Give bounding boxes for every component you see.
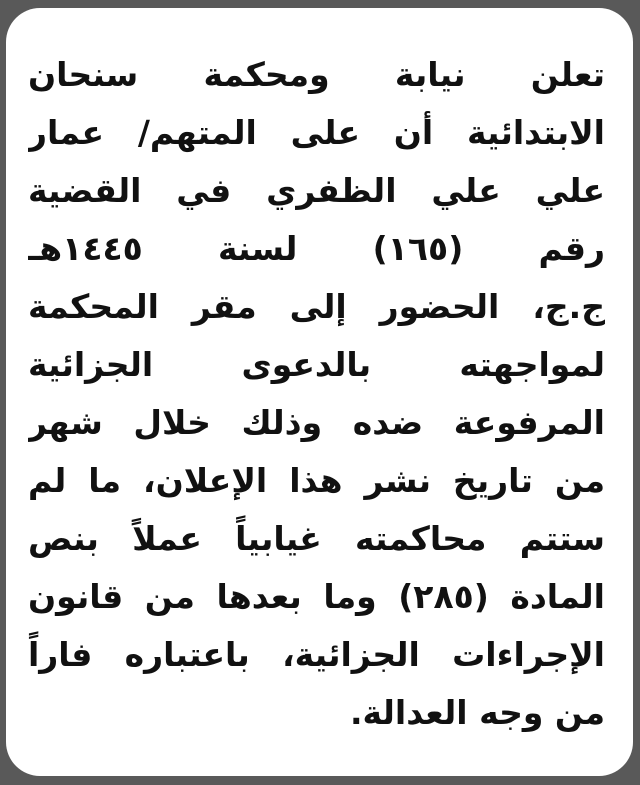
notice-line-5: ج.ج، الحضور إلى مقر المحكمة	[28, 287, 605, 326]
notice-line-4: رقم (١٦٥) لسنة ١٤٤٥هـ	[28, 229, 605, 268]
notice-line-10: المادة (٢٨٥) وما بعدها من قانون	[28, 577, 605, 616]
notice-line-3: علي علي الظفري في القضية	[28, 171, 605, 210]
notice-line-7: المرفوعة ضده وذلك خلال شهر	[28, 403, 605, 442]
notice-line-11: الإجراءات الجزائية، باعتباره فاراً	[28, 635, 605, 674]
notice-frame	[6, 8, 633, 776]
notice-line-12: من وجه العدالة.	[349, 693, 605, 732]
notice-line-2: الابتدائية أن على المتهم/ عمار	[28, 113, 605, 152]
notice-body	[28, 46, 605, 742]
notice-line-1: تعلن نيابة ومحكمة سنحان	[28, 55, 605, 94]
notice-line-6: لمواجهته بالدعوى الجزائية	[28, 345, 605, 384]
notice-line-9: ستتم محاكمته غيابياً عملاً بنص	[28, 519, 605, 558]
notice-line-8: من تاريخ نشر هذا الإعلان، ما لم	[28, 461, 605, 500]
